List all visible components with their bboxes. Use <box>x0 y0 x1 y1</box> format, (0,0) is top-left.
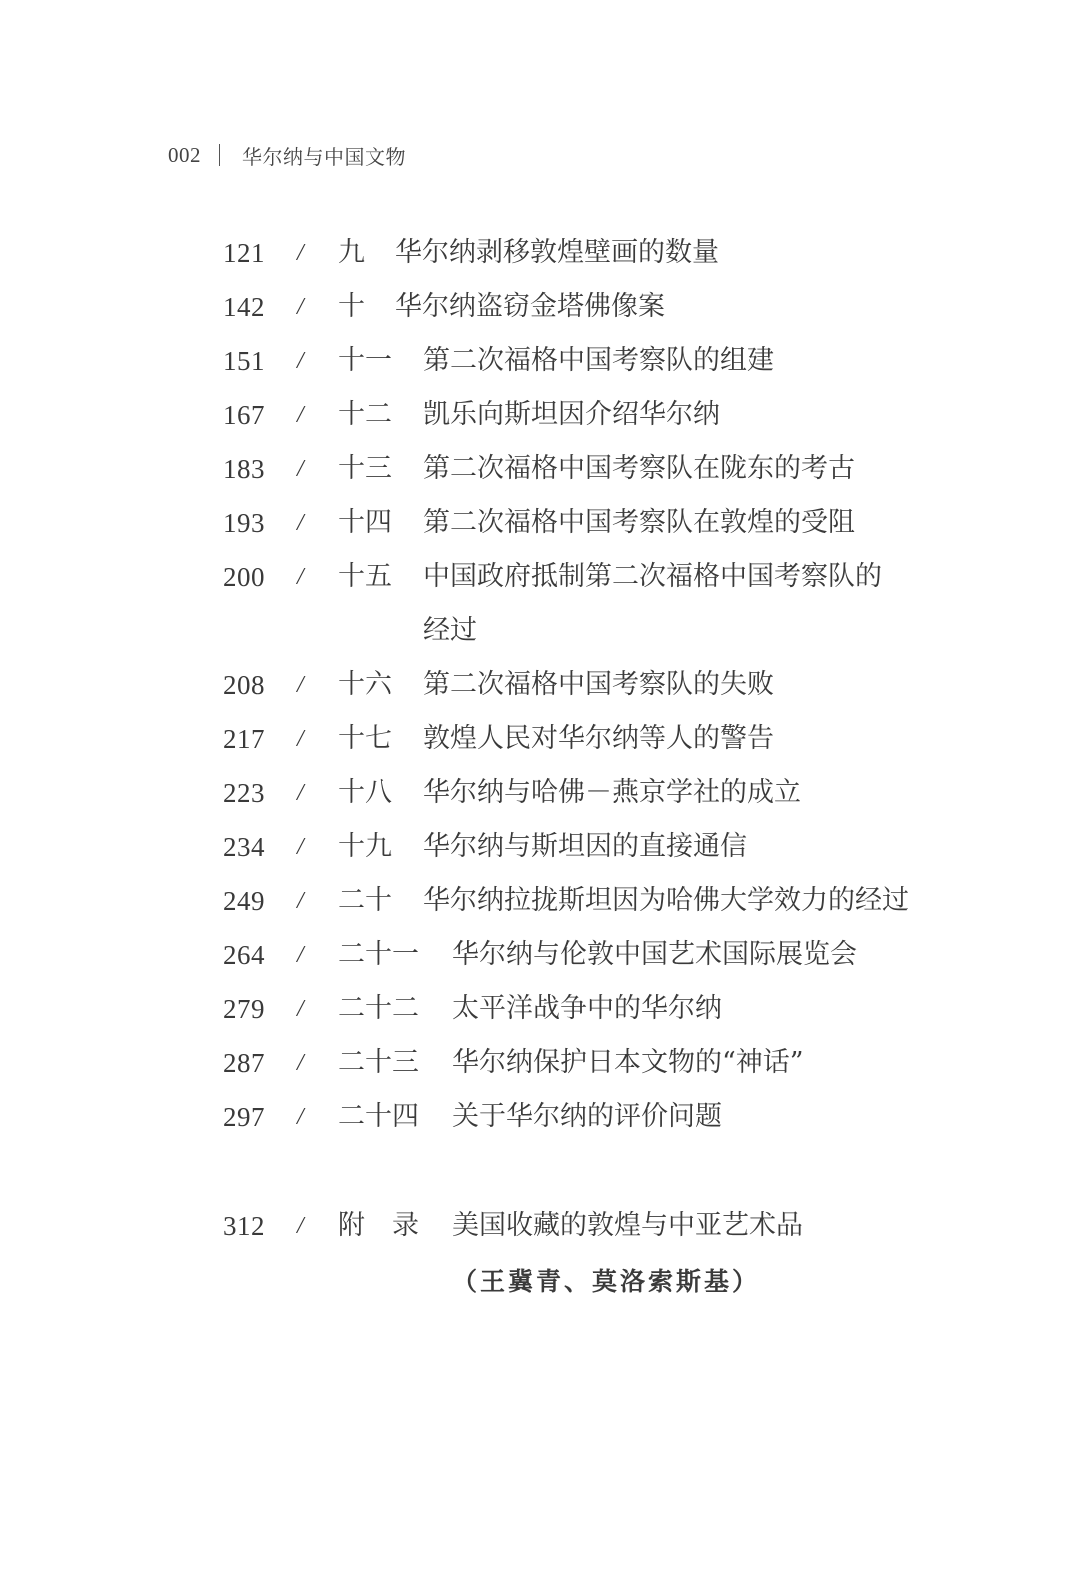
toc-entry <box>0 665 1080 705</box>
toc-title: 关于华尔纳的评价问题 <box>452 1101 722 1132</box>
toc-page-number: 217 <box>223 724 265 754</box>
toc-page-number: 167 <box>223 400 265 430</box>
toc-entry <box>0 287 1080 327</box>
toc-slash: / <box>297 834 304 860</box>
toc-title: 华尔纳剥移敦煌壁画的数量 <box>395 237 719 268</box>
toc-slash: / <box>297 996 304 1022</box>
toc-title: 华尔纳保护日本文物的“神话” <box>452 1047 804 1078</box>
toc-chapter-number: 十二 <box>338 399 392 430</box>
toc-chapter-number: 十六 <box>338 669 392 700</box>
toc-slash: / <box>297 348 304 374</box>
toc-entry <box>0 989 1080 1029</box>
toc-page-number: 297 <box>223 1102 265 1132</box>
toc-chapter-label: 附 录 <box>338 1210 419 1241</box>
toc-entry <box>0 341 1080 381</box>
toc-chapter-number: 十三 <box>338 453 392 484</box>
page-number: 002 <box>168 142 201 167</box>
toc-title: 华尔纳与伦敦中国艺术国际展览会 <box>452 939 857 970</box>
toc-entry <box>0 557 1080 646</box>
toc-entry <box>0 1043 1080 1083</box>
toc-title: 第二次福格中国考察队在陇东的考古 <box>423 453 855 484</box>
toc-entry <box>0 827 1080 867</box>
toc-chapter-number: 二十二 <box>338 993 419 1024</box>
toc-page-number: 287 <box>223 1048 265 1078</box>
toc-page-number: 312 <box>223 1211 265 1241</box>
toc-slash: / <box>297 888 304 914</box>
toc-slash: / <box>297 1050 304 1076</box>
toc-slash: / <box>297 726 304 752</box>
toc-title-continued: 经过 <box>423 615 477 646</box>
toc-slash: / <box>297 780 304 806</box>
toc-slash: / <box>297 942 304 968</box>
toc-page-number: 234 <box>223 832 265 862</box>
toc-title: 华尔纳拉拢斯坦因为哈佛大学效力的经过 <box>423 885 909 916</box>
appendix-authors: （王冀青、莫洛索斯基） <box>452 1267 761 1296</box>
toc-chapter-number: 十 <box>338 291 365 322</box>
toc-title: 凯乐向斯坦因介绍华尔纳 <box>423 399 720 430</box>
toc-chapter-number: 二十三 <box>338 1047 419 1078</box>
toc-title: 太平洋战争中的华尔纳 <box>452 993 722 1024</box>
toc-chapter-number: 十九 <box>338 831 392 862</box>
toc-slash: / <box>297 1104 304 1130</box>
toc-chapter-number: 十八 <box>338 777 392 808</box>
toc-chapter-number: 十七 <box>338 723 392 754</box>
toc-chapter-number: 二十 <box>338 885 392 916</box>
book-title: 华尔纳与中国文物 <box>242 144 406 169</box>
toc-title: 中国政府抵制第二次福格中国考察队的 <box>423 561 882 592</box>
toc-chapter-number: 十一 <box>338 345 392 376</box>
toc-title: 美国收藏的敦煌与中亚艺术品 <box>452 1210 803 1241</box>
toc-chapter-number: 十五 <box>338 561 392 592</box>
toc-page-number: 264 <box>223 940 265 970</box>
toc-entry <box>0 233 1080 273</box>
toc-title: 华尔纳与哈佛－燕京学社的成立 <box>423 777 801 808</box>
toc-page-number: 142 <box>223 292 265 322</box>
toc-page-number: 183 <box>223 454 265 484</box>
toc-title: 华尔纳与斯坦因的直接通信 <box>423 831 747 862</box>
toc-entry <box>0 1097 1080 1137</box>
toc-page-number: 279 <box>223 994 265 1024</box>
toc-entry-appendix <box>0 1206 1080 1246</box>
toc-page-number: 249 <box>223 886 265 916</box>
toc-slash: / <box>297 1213 304 1239</box>
toc-title: 敦煌人民对华尔纳等人的警告 <box>423 723 774 754</box>
toc-slash: / <box>297 510 304 536</box>
toc-title: 第二次福格中国考察队在敦煌的受阻 <box>423 507 855 538</box>
toc-slash: / <box>297 456 304 482</box>
toc-chapter-number: 二十一 <box>338 939 419 970</box>
toc-entry <box>0 773 1080 813</box>
toc-page-number: 151 <box>223 346 265 376</box>
toc-chapter-number: 二十四 <box>338 1101 419 1132</box>
toc-slash: / <box>297 240 304 266</box>
toc-slash: / <box>297 402 304 428</box>
toc-chapter-number: 十四 <box>338 507 392 538</box>
toc-title: 第二次福格中国考察队的组建 <box>423 345 774 376</box>
toc-entry <box>0 935 1080 975</box>
toc-slash: / <box>297 564 304 590</box>
toc-entry <box>0 719 1080 759</box>
toc-page-number: 200 <box>223 562 265 592</box>
toc-slash: / <box>297 672 304 698</box>
toc-entry <box>0 503 1080 543</box>
toc-title: 华尔纳盗窃金塔佛像案 <box>395 291 665 322</box>
toc-entry <box>0 395 1080 435</box>
toc-page-number: 208 <box>223 670 265 700</box>
toc-chapter-number: 九 <box>338 237 365 268</box>
toc-entry <box>0 449 1080 489</box>
toc-title: 第二次福格中国考察队的失败 <box>423 669 774 700</box>
toc-page-number: 121 <box>223 238 265 268</box>
toc-slash: / <box>297 294 304 320</box>
toc-entry <box>0 881 1080 921</box>
toc-page-number: 193 <box>223 508 265 538</box>
toc-page-number: 223 <box>223 778 265 808</box>
